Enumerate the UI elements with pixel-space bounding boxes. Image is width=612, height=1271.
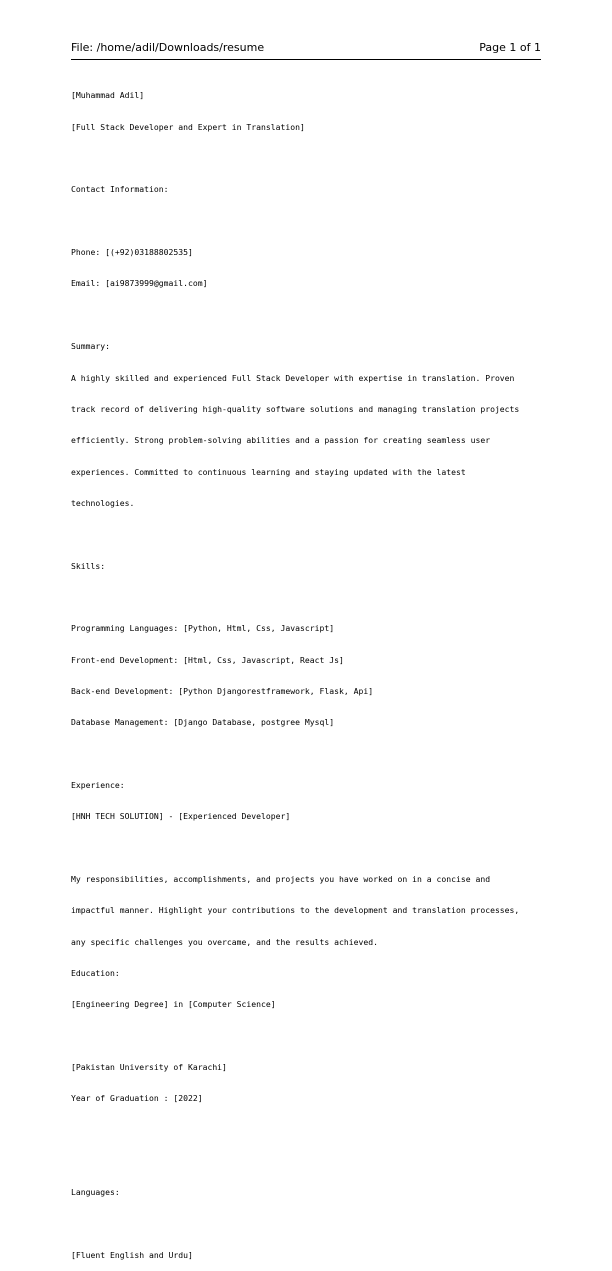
spacer: [71, 153, 519, 163]
experience-line: any specific challenges you overcame, and the results achieved.: [71, 937, 519, 947]
skills-heading: Skills:: [71, 561, 519, 571]
document-header: [71, 41, 541, 60]
languages-heading: Languages:: [71, 1187, 519, 1197]
spacer: [71, 310, 519, 320]
file-path-label: File: /home/adil/Downloads/resume: [71, 41, 264, 54]
spacer: [71, 216, 519, 226]
summary-line: efficiently. Strong problem-solving abilities and a passion for creating seamless user: [71, 435, 519, 445]
skill-line: Programming Languages: [Python, Html, Css, Javascript]: [71, 623, 519, 633]
page-number-label: Page 1 of 1: [479, 41, 541, 54]
summary-line: track record of delivering high-quality software solutions and managing translation projects: [71, 404, 519, 414]
skill-line: Front-end Development: [Html, Css, Javascript, React Js]: [71, 655, 519, 665]
summary-line: technologies.: [71, 498, 519, 508]
summary-line: experiences. Committed to continuous learning and staying updated with the latest: [71, 467, 519, 477]
contact-heading: Contact Information:: [71, 184, 519, 194]
spacer: [71, 843, 519, 853]
resume-name: [Muhammad Adil]: [71, 90, 519, 100]
experience-heading: Experience:: [71, 780, 519, 790]
spacer: [71, 749, 519, 759]
skill-line: Back-end Development: [Python Djangorestframework, Flask, Api]: [71, 686, 519, 696]
phone-line: Phone: [(+92)03188802535]: [71, 247, 519, 257]
spacer: [71, 1219, 519, 1229]
experience-role: [HNH TECH SOLUTION] - [Experienced Developer]: [71, 811, 519, 821]
university-line: [Pakistan University of Karachi]: [71, 1062, 519, 1072]
summary-heading: Summary:: [71, 341, 519, 351]
languages-line: [Fluent English and Urdu]: [71, 1250, 519, 1260]
resume-body: [71, 70, 519, 1271]
graduation-line: Year of Graduation : [2022]: [71, 1093, 519, 1103]
education-heading: Education:: [71, 968, 519, 978]
experience-line: My responsibilities, accomplishments, and projects you have worked on in a concise and: [71, 874, 519, 884]
spacer: [71, 529, 519, 539]
experience-line: impactful manner. Highlight your contributions to the development and translation processes,: [71, 905, 519, 915]
spacer: [71, 1125, 519, 1135]
skill-line: Database Management: [Django Database, postgree Mysql]: [71, 717, 519, 727]
spacer: [71, 592, 519, 602]
resume-title: [Full Stack Developer and Expert in Translation]: [71, 122, 519, 132]
degree-line: [Engineering Degree] in [Computer Science]: [71, 999, 519, 1009]
spacer: [71, 1156, 519, 1166]
summary-line: A highly skilled and experienced Full Stack Developer with expertise in translation. Proven: [71, 373, 519, 383]
email-line: Email: [ai9873999@gmail.com]: [71, 278, 519, 288]
spacer: [71, 1031, 519, 1041]
